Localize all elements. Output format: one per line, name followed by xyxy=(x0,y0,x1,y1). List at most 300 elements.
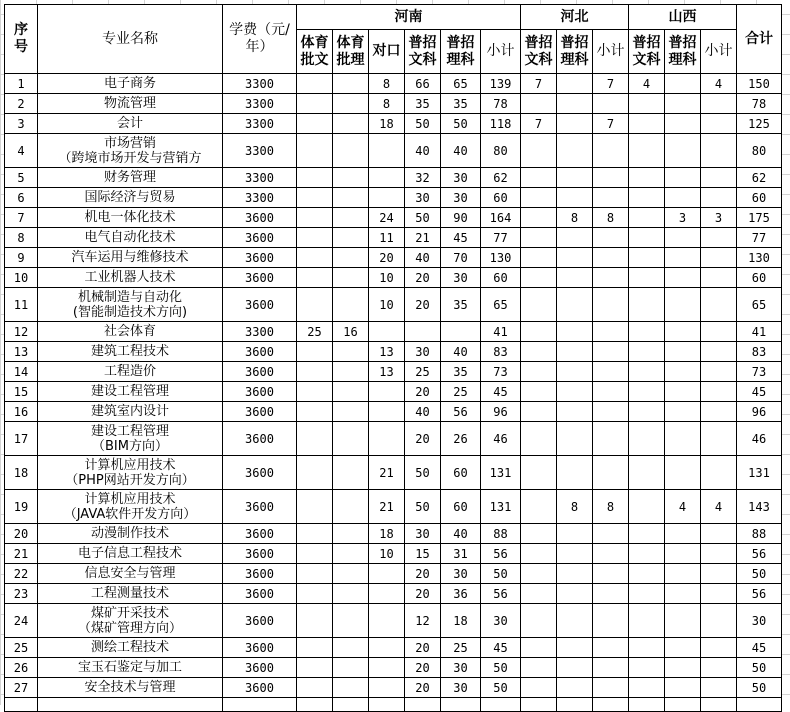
cell-henan-pz-wen[interactable]: 21 xyxy=(405,228,441,248)
header-shanxi-pz-wen[interactable] xyxy=(629,30,665,74)
cell-henan-pz-li[interactable]: 25 xyxy=(441,638,481,658)
cell-shanxi-pz-wen[interactable] xyxy=(629,168,665,188)
cell-henan-pz-wen[interactable]: 35 xyxy=(405,94,441,114)
cell-hebei-subtotal[interactable] xyxy=(593,268,629,288)
cell-henan-pz-li[interactable]: 40 xyxy=(441,342,481,362)
cell-henan-duikou[interactable] xyxy=(369,322,405,342)
cell-hebei-pz-li[interactable] xyxy=(557,248,593,268)
cell-seq[interactable]: 27 xyxy=(5,678,38,698)
cell-major-name[interactable] xyxy=(38,456,223,490)
cell-hebei-pz-wen[interactable] xyxy=(521,678,557,698)
cell-major-name[interactable] xyxy=(38,114,223,134)
cell-fee[interactable]: 3300 xyxy=(223,168,297,188)
cell-shanxi-pz-wen[interactable] xyxy=(629,114,665,134)
cell-henan-duikou[interactable] xyxy=(369,134,405,168)
cell-hebei-pz-wen[interactable] xyxy=(521,422,557,456)
cell-seq[interactable]: 17 xyxy=(5,422,38,456)
cell-henan-pz-wen[interactable]: 40 xyxy=(405,134,441,168)
cell-hebei-subtotal[interactable] xyxy=(593,678,629,698)
cell-shanxi-pz-wen[interactable] xyxy=(629,544,665,564)
cell-fee[interactable]: 3600 xyxy=(223,268,297,288)
cell-seq[interactable]: 24 xyxy=(5,604,38,638)
cell-shanxi-pz-li[interactable] xyxy=(665,584,701,604)
cell-major-name[interactable] xyxy=(38,208,223,228)
cell-hebei-pz-wen[interactable] xyxy=(521,544,557,564)
cell-shanxi-pz-wen[interactable] xyxy=(629,342,665,362)
cell-henan-sport-li[interactable] xyxy=(333,288,369,322)
cell-henan-subtotal[interactable]: 65 xyxy=(481,288,521,322)
cell-henan-pz-wen[interactable]: 30 xyxy=(405,188,441,208)
cell-shanxi-pz-li[interactable] xyxy=(665,74,701,94)
cell-hebei-subtotal[interactable] xyxy=(593,524,629,544)
cell-shanxi-pz-wen[interactable] xyxy=(629,678,665,698)
cell-major-name[interactable] xyxy=(38,638,223,658)
cell-hebei-pz-li[interactable] xyxy=(557,564,593,584)
cell-hebei-pz-wen[interactable] xyxy=(521,604,557,638)
cell-hebei-subtotal[interactable] xyxy=(593,638,629,658)
cell-major-name[interactable] xyxy=(38,134,223,168)
cell-total[interactable]: 60 xyxy=(737,188,782,208)
cell-total[interactable]: 50 xyxy=(737,678,782,698)
cell-shanxi-pz-li[interactable] xyxy=(665,544,701,564)
cell-total[interactable]: 56 xyxy=(737,584,782,604)
cell-henan-sport-wen[interactable] xyxy=(297,382,333,402)
cell-seq[interactable]: 22 xyxy=(5,564,38,584)
cell-hebei-pz-wen[interactable] xyxy=(521,402,557,422)
cell-total[interactable]: 125 xyxy=(737,114,782,134)
cell-hebei-pz-li[interactable] xyxy=(557,544,593,564)
cell-henan-sport-wen[interactable] xyxy=(297,490,333,524)
cell-total[interactable]: 60 xyxy=(737,268,782,288)
cell-henan-sport-li[interactable] xyxy=(333,134,369,168)
cell-henan-subtotal[interactable]: 62 xyxy=(481,168,521,188)
cell-fee[interactable]: 3300 xyxy=(223,74,297,94)
cell-fee[interactable]: 3600 xyxy=(223,638,297,658)
cell-fee[interactable]: 3600 xyxy=(223,228,297,248)
cell-hebei-pz-li[interactable] xyxy=(557,524,593,544)
cell-hebei-subtotal[interactable] xyxy=(593,658,629,678)
cell-shanxi-subtotal[interactable] xyxy=(701,248,737,268)
cell-major-name[interactable] xyxy=(38,342,223,362)
cell-seq[interactable]: 19 xyxy=(5,490,38,524)
cell-henan-sport-li[interactable] xyxy=(333,268,369,288)
cell-total[interactable]: 56 xyxy=(737,544,782,564)
cell-major-name[interactable] xyxy=(38,490,223,524)
cell-shanxi-subtotal[interactable] xyxy=(701,168,737,188)
cell-shanxi-subtotal[interactable] xyxy=(701,544,737,564)
cell-major-name[interactable] xyxy=(38,288,223,322)
cell-henan-pz-wen[interactable]: 20 xyxy=(405,638,441,658)
cell-henan-pz-li[interactable]: 60 xyxy=(441,456,481,490)
cell-henan-sport-wen[interactable] xyxy=(297,342,333,362)
header-group-henan[interactable]: 河南 xyxy=(297,5,521,30)
cell-hebei-subtotal[interactable] xyxy=(593,584,629,604)
cell-henan-pz-li[interactable]: 30 xyxy=(441,658,481,678)
cell-hebei-pz-li[interactable] xyxy=(557,288,593,322)
cell-hebei-subtotal[interactable]: 8 xyxy=(593,490,629,524)
cell-total[interactable]: 50 xyxy=(737,564,782,584)
cell-henan-pz-wen[interactable]: 66 xyxy=(405,74,441,94)
cell-seq[interactable]: 1 xyxy=(5,74,38,94)
cell-hebei-pz-li[interactable] xyxy=(557,638,593,658)
cell-shanxi-pz-wen[interactable] xyxy=(629,248,665,268)
cell-shanxi-pz-wen[interactable] xyxy=(629,94,665,114)
cell-major-name[interactable] xyxy=(38,584,223,604)
cell-fee[interactable]: 3600 xyxy=(223,382,297,402)
cell-shanxi-pz-li[interactable] xyxy=(665,134,701,168)
cell-shanxi-pz-li[interactable]: 3 xyxy=(665,208,701,228)
cell-hebei-subtotal[interactable] xyxy=(593,456,629,490)
cell-fee[interactable]: 3300 xyxy=(223,114,297,134)
cell-shanxi-pz-wen[interactable] xyxy=(629,456,665,490)
header-henan-sport-li[interactable] xyxy=(333,30,369,74)
cell-henan-pz-li[interactable]: 31 xyxy=(441,544,481,564)
cell-hebei-pz-li[interactable] xyxy=(557,584,593,604)
cell-seq[interactable]: 26 xyxy=(5,658,38,678)
cell-shanxi-pz-wen[interactable] xyxy=(629,188,665,208)
cell-henan-subtotal[interactable]: 83 xyxy=(481,342,521,362)
cell-henan-sport-li[interactable] xyxy=(333,402,369,422)
cell-henan-duikou[interactable]: 13 xyxy=(369,362,405,382)
cell-hebei-pz-wen[interactable]: 7 xyxy=(521,114,557,134)
cell-henan-sport-li[interactable] xyxy=(333,490,369,524)
cell-fee[interactable]: 3300 xyxy=(223,322,297,342)
cell-shanxi-pz-li[interactable] xyxy=(665,362,701,382)
cell-shanxi-subtotal[interactable] xyxy=(701,678,737,698)
cell-henan-sport-li[interactable] xyxy=(333,94,369,114)
cell-shanxi-pz-wen[interactable] xyxy=(629,268,665,288)
cell-fee[interactable]: 3600 xyxy=(223,544,297,564)
cell-total[interactable]: 46 xyxy=(737,422,782,456)
header-group-shanxi[interactable]: 山西 xyxy=(629,5,737,30)
cell-hebei-pz-wen[interactable] xyxy=(521,524,557,544)
cell-henan-duikou[interactable]: 11 xyxy=(369,228,405,248)
cell-fee[interactable]: 3600 xyxy=(223,342,297,362)
cell-hebei-subtotal[interactable] xyxy=(593,604,629,638)
cell-shanxi-pz-wen[interactable] xyxy=(629,584,665,604)
cell-hebei-pz-wen[interactable] xyxy=(521,248,557,268)
cell-henan-pz-wen[interactable]: 20 xyxy=(405,658,441,678)
cell-henan-sport-li[interactable] xyxy=(333,658,369,678)
cell-henan-pz-li[interactable]: 35 xyxy=(441,94,481,114)
cell-hebei-subtotal[interactable] xyxy=(593,564,629,584)
cell-henan-sport-li[interactable] xyxy=(333,678,369,698)
cell-henan-subtotal[interactable]: 96 xyxy=(481,402,521,422)
cell-major-name[interactable] xyxy=(38,248,223,268)
cell-fee[interactable]: 3600 xyxy=(223,678,297,698)
cell-hebei-pz-wen[interactable] xyxy=(521,456,557,490)
cell-total[interactable]: 77 xyxy=(737,228,782,248)
cell-seq[interactable]: 21 xyxy=(5,544,38,564)
cell-major-name[interactable] xyxy=(38,564,223,584)
cell-seq[interactable]: 14 xyxy=(5,362,38,382)
cell-fee[interactable]: 3600 xyxy=(223,658,297,678)
cell-henan-pz-li[interactable]: 40 xyxy=(441,134,481,168)
cell-fee[interactable]: 3600 xyxy=(223,564,297,584)
cell-henan-duikou[interactable] xyxy=(369,168,405,188)
cell-henan-subtotal[interactable]: 50 xyxy=(481,564,521,584)
cell-shanxi-pz-wen[interactable] xyxy=(629,382,665,402)
cell-henan-duikou[interactable]: 8 xyxy=(369,94,405,114)
cell-henan-subtotal[interactable]: 73 xyxy=(481,362,521,382)
cell-fee[interactable]: 3600 xyxy=(223,490,297,524)
cell-henan-subtotal[interactable]: 45 xyxy=(481,638,521,658)
cell-henan-sport-wen[interactable] xyxy=(297,658,333,678)
cell-seq[interactable]: 10 xyxy=(5,268,38,288)
cell-shanxi-subtotal[interactable] xyxy=(701,524,737,544)
cell-hebei-subtotal[interactable] xyxy=(593,544,629,564)
cell-henan-pz-li[interactable]: 30 xyxy=(441,678,481,698)
cell-hebei-pz-li[interactable] xyxy=(557,456,593,490)
cell-henan-duikou[interactable] xyxy=(369,604,405,638)
cell-hebei-pz-li[interactable] xyxy=(557,342,593,362)
cell-major-name[interactable] xyxy=(38,94,223,114)
header-henan-pz-wen[interactable] xyxy=(405,30,441,74)
cell-major-name[interactable] xyxy=(38,268,223,288)
cell-hebei-pz-wen[interactable] xyxy=(521,490,557,524)
cell-henan-sport-li[interactable] xyxy=(333,422,369,456)
cell-henan-sport-wen[interactable] xyxy=(297,564,333,584)
cell-shanxi-subtotal[interactable] xyxy=(701,638,737,658)
cell-shanxi-pz-wen[interactable] xyxy=(629,604,665,638)
cell-henan-pz-li[interactable]: 30 xyxy=(441,188,481,208)
cell-fee[interactable]: 3600 xyxy=(223,456,297,490)
header-hebei-subtotal[interactable]: 小计 xyxy=(593,30,629,74)
cell-henan-sport-wen[interactable] xyxy=(297,248,333,268)
cell-shanxi-subtotal[interactable] xyxy=(701,134,737,168)
cell-henan-subtotal[interactable]: 56 xyxy=(481,544,521,564)
cell-shanxi-pz-li[interactable] xyxy=(665,288,701,322)
cell-henan-pz-wen[interactable]: 32 xyxy=(405,168,441,188)
cell-henan-subtotal[interactable]: 139 xyxy=(481,74,521,94)
cell-total[interactable]: 45 xyxy=(737,382,782,402)
cell-hebei-pz-wen[interactable]: 7 xyxy=(521,74,557,94)
cell-henan-subtotal[interactable]: 46 xyxy=(481,422,521,456)
cell-hebei-pz-li[interactable] xyxy=(557,422,593,456)
cell-henan-pz-li[interactable]: 45 xyxy=(441,228,481,248)
cell-major-name[interactable] xyxy=(38,188,223,208)
cell-henan-duikou[interactable]: 10 xyxy=(369,268,405,288)
cell-seq[interactable]: 5 xyxy=(5,168,38,188)
cell-seq[interactable]: 15 xyxy=(5,382,38,402)
cell-shanxi-subtotal[interactable] xyxy=(701,322,737,342)
cell-shanxi-pz-li[interactable] xyxy=(665,638,701,658)
cell-henan-subtotal[interactable]: 118 xyxy=(481,114,521,134)
cell-henan-pz-wen[interactable]: 20 xyxy=(405,584,441,604)
cell-shanxi-subtotal[interactable] xyxy=(701,362,737,382)
cell-henan-sport-wen[interactable] xyxy=(297,678,333,698)
cell-henan-duikou[interactable] xyxy=(369,402,405,422)
cell-hebei-subtotal[interactable] xyxy=(593,188,629,208)
cell-henan-pz-wen[interactable]: 20 xyxy=(405,288,441,322)
cell-hebei-pz-li[interactable] xyxy=(557,604,593,638)
cell-seq[interactable]: 4 xyxy=(5,134,38,168)
cell-henan-sport-li[interactable] xyxy=(333,168,369,188)
cell-total[interactable]: 62 xyxy=(737,168,782,188)
cell-shanxi-pz-li[interactable] xyxy=(665,268,701,288)
cell-henan-sport-li[interactable] xyxy=(333,564,369,584)
cell-shanxi-pz-wen[interactable] xyxy=(629,564,665,584)
cell-shanxi-pz-wen[interactable] xyxy=(629,524,665,544)
cell-hebei-subtotal[interactable] xyxy=(593,422,629,456)
cell-henan-duikou[interactable]: 18 xyxy=(369,114,405,134)
cell-total[interactable]: 65 xyxy=(737,288,782,322)
cell-henan-pz-wen[interactable]: 20 xyxy=(405,382,441,402)
cell-henan-subtotal[interactable]: 56 xyxy=(481,584,521,604)
cell-hebei-subtotal[interactable]: 8 xyxy=(593,208,629,228)
cell-henan-pz-li[interactable]: 60 xyxy=(441,490,481,524)
cell-shanxi-pz-wen[interactable] xyxy=(629,134,665,168)
cell-henan-sport-wen[interactable] xyxy=(297,422,333,456)
cell-shanxi-pz-li[interactable] xyxy=(665,248,701,268)
cell-shanxi-pz-wen[interactable] xyxy=(629,322,665,342)
cell-total[interactable]: 143 xyxy=(737,490,782,524)
cell-henan-sport-li[interactable] xyxy=(333,114,369,134)
cell-henan-subtotal[interactable]: 41 xyxy=(481,322,521,342)
cell-henan-subtotal[interactable]: 77 xyxy=(481,228,521,248)
cell-henan-duikou[interactable]: 10 xyxy=(369,288,405,322)
cell-henan-subtotal[interactable]: 80 xyxy=(481,134,521,168)
cell-henan-duikou[interactable]: 18 xyxy=(369,524,405,544)
cell-henan-sport-li[interactable] xyxy=(333,638,369,658)
cell-henan-duikou[interactable] xyxy=(369,658,405,678)
cell-hebei-pz-li[interactable] xyxy=(557,362,593,382)
cell-seq[interactable]: 6 xyxy=(5,188,38,208)
cell-henan-sport-wen[interactable] xyxy=(297,288,333,322)
cell-hebei-pz-wen[interactable] xyxy=(521,268,557,288)
cell-henan-sport-li[interactable] xyxy=(333,342,369,362)
cell-seq[interactable]: 18 xyxy=(5,456,38,490)
cell-henan-pz-wen[interactable]: 15 xyxy=(405,544,441,564)
cell-henan-pz-wen[interactable]: 30 xyxy=(405,524,441,544)
cell-hebei-pz-li[interactable] xyxy=(557,402,593,422)
cell-henan-pz-li[interactable]: 25 xyxy=(441,382,481,402)
header-group-hebei[interactable]: 河北 xyxy=(521,5,629,30)
cell-henan-sport-li[interactable] xyxy=(333,188,369,208)
cell-henan-duikou[interactable]: 24 xyxy=(369,208,405,228)
cell-shanxi-pz-li[interactable] xyxy=(665,342,701,362)
cell-shanxi-pz-li[interactable] xyxy=(665,322,701,342)
cell-shanxi-subtotal[interactable] xyxy=(701,382,737,402)
cell-shanxi-pz-wen[interactable] xyxy=(629,402,665,422)
cell-henan-sport-li[interactable] xyxy=(333,544,369,564)
cell-seq[interactable]: 23 xyxy=(5,584,38,604)
cell-hebei-subtotal[interactable] xyxy=(593,134,629,168)
cell-henan-subtotal[interactable]: 45 xyxy=(481,382,521,402)
cell-shanxi-pz-li[interactable] xyxy=(665,188,701,208)
cell-seq[interactable]: 25 xyxy=(5,638,38,658)
header-total[interactable]: 合计 xyxy=(737,5,782,74)
cell-henan-pz-wen[interactable]: 50 xyxy=(405,114,441,134)
cell-total[interactable]: 45 xyxy=(737,638,782,658)
cell-henan-subtotal[interactable]: 78 xyxy=(481,94,521,114)
cell-major-name[interactable] xyxy=(38,362,223,382)
cell-total[interactable]: 41 xyxy=(737,322,782,342)
cell-henan-sport-li[interactable]: 16 xyxy=(333,322,369,342)
cell-hebei-subtotal[interactable] xyxy=(593,402,629,422)
cell-henan-duikou[interactable] xyxy=(369,382,405,402)
cell-henan-sport-wen[interactable] xyxy=(297,94,333,114)
cell-total[interactable]: 30 xyxy=(737,604,782,638)
cell-hebei-pz-wen[interactable] xyxy=(521,208,557,228)
cell-henan-pz-wen[interactable]: 50 xyxy=(405,456,441,490)
cell-hebei-pz-wen[interactable] xyxy=(521,168,557,188)
cell-major-name[interactable] xyxy=(38,422,223,456)
cell-shanxi-pz-wen[interactable] xyxy=(629,422,665,456)
cell-shanxi-pz-wen[interactable] xyxy=(629,490,665,524)
cell-seq[interactable]: 2 xyxy=(5,94,38,114)
cell-shanxi-pz-wen[interactable] xyxy=(629,208,665,228)
cell-shanxi-pz-wen[interactable] xyxy=(629,638,665,658)
cell-major-name[interactable] xyxy=(38,74,223,94)
cell-shanxi-pz-li[interactable] xyxy=(665,382,701,402)
cell-hebei-pz-wen[interactable] xyxy=(521,362,557,382)
cell-hebei-pz-li[interactable] xyxy=(557,74,593,94)
cell-seq[interactable]: 7 xyxy=(5,208,38,228)
cell-henan-pz-wen[interactable]: 12 xyxy=(405,604,441,638)
cell-henan-duikou[interactable] xyxy=(369,422,405,456)
cell-henan-pz-wen[interactable]: 20 xyxy=(405,268,441,288)
cell-hebei-pz-wen[interactable] xyxy=(521,228,557,248)
cell-total[interactable]: 130 xyxy=(737,248,782,268)
cell-henan-sport-li[interactable] xyxy=(333,604,369,638)
cell-henan-pz-li[interactable]: 36 xyxy=(441,584,481,604)
cell-henan-pz-li[interactable]: 35 xyxy=(441,288,481,322)
cell-shanxi-pz-li[interactable]: 4 xyxy=(665,490,701,524)
cell-henan-sport-li[interactable] xyxy=(333,208,369,228)
cell-hebei-subtotal[interactable]: 7 xyxy=(593,114,629,134)
cell-fee[interactable]: 3600 xyxy=(223,524,297,544)
cell-shanxi-subtotal[interactable] xyxy=(701,114,737,134)
cell-seq[interactable]: 3 xyxy=(5,114,38,134)
cell-seq[interactable]: 11 xyxy=(5,288,38,322)
cell-shanxi-subtotal[interactable] xyxy=(701,658,737,678)
cell-hebei-pz-wen[interactable] xyxy=(521,288,557,322)
cell-henan-pz-wen[interactable]: 50 xyxy=(405,490,441,524)
cell-henan-sport-wen[interactable] xyxy=(297,638,333,658)
cell-henan-pz-li[interactable]: 70 xyxy=(441,248,481,268)
cell-seq[interactable]: 16 xyxy=(5,402,38,422)
cell-hebei-pz-wen[interactable] xyxy=(521,188,557,208)
cell-henan-pz-li[interactable]: 90 xyxy=(441,208,481,228)
cell-henan-duikou[interactable]: 10 xyxy=(369,544,405,564)
cell-shanxi-subtotal[interactable] xyxy=(701,564,737,584)
cell-seq[interactable]: 13 xyxy=(5,342,38,362)
header-hebei-pz-wen[interactable] xyxy=(521,30,557,74)
cell-henan-pz-li[interactable]: 30 xyxy=(441,168,481,188)
cell-henan-sport-wen[interactable] xyxy=(297,402,333,422)
cell-fee[interactable]: 3600 xyxy=(223,584,297,604)
cell-shanxi-pz-li[interactable] xyxy=(665,168,701,188)
cell-henan-subtotal[interactable]: 131 xyxy=(481,490,521,524)
cell-henan-duikou[interactable] xyxy=(369,638,405,658)
header-shanxi-subtotal[interactable]: 小计 xyxy=(701,30,737,74)
cell-henan-duikou[interactable] xyxy=(369,188,405,208)
cell-henan-sport-li[interactable] xyxy=(333,248,369,268)
cell-henan-sport-wen[interactable] xyxy=(297,524,333,544)
cell-shanxi-pz-wen[interactable] xyxy=(629,228,665,248)
header-seq[interactable] xyxy=(5,5,38,74)
cell-major-name[interactable] xyxy=(38,402,223,422)
cell-henan-sport-wen[interactable] xyxy=(297,544,333,564)
cell-henan-sport-wen[interactable] xyxy=(297,584,333,604)
header-henan-pz-li[interactable] xyxy=(441,30,481,74)
cell-major-name[interactable] xyxy=(38,544,223,564)
cell-total[interactable]: 83 xyxy=(737,342,782,362)
cell-seq[interactable]: 9 xyxy=(5,248,38,268)
cell-fee[interactable]: 3600 xyxy=(223,604,297,638)
cell-henan-pz-wen[interactable] xyxy=(405,322,441,342)
